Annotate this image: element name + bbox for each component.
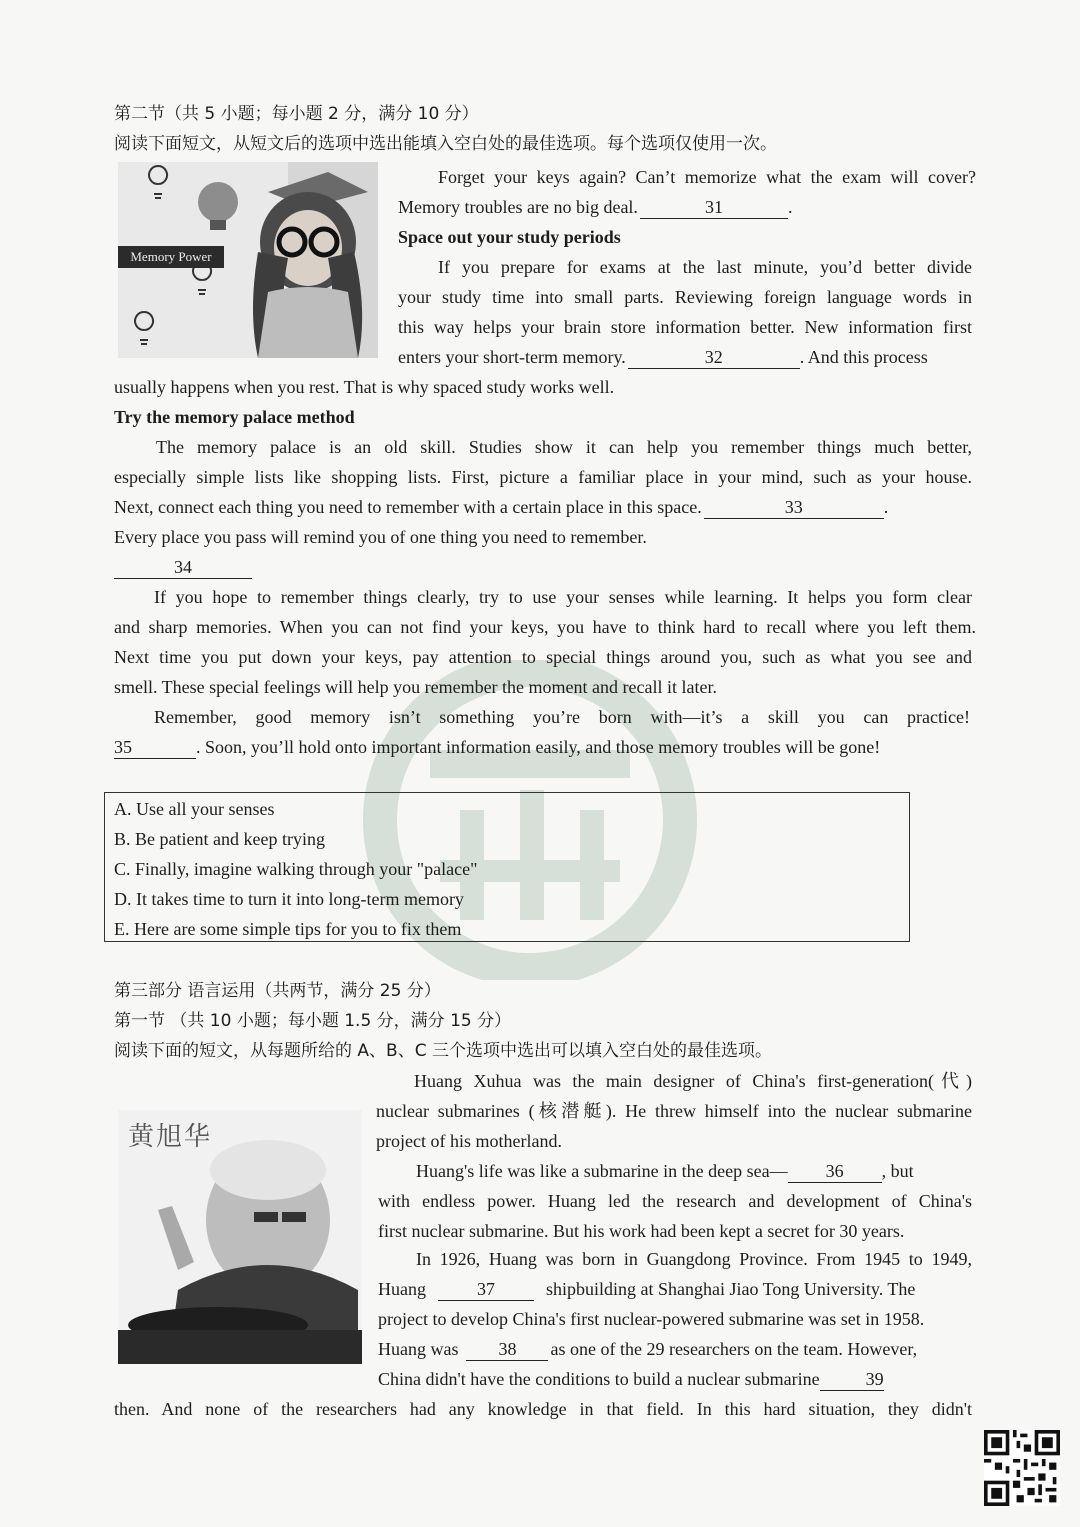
p3-line4: Every place you pass will remind you of one thing you need to remember.: [114, 527, 647, 547]
q1-line3: project of his motherland.: [376, 1131, 562, 1151]
option-a: A. Use all your senses: [114, 799, 275, 819]
p3-line1: The memory palace is an old skill. Studies show it can help you remember things much better,: [156, 437, 972, 457]
qr-code-icon: [984, 1430, 1060, 1506]
option-d: D. It takes time to turn it into long-term memory: [114, 889, 464, 909]
blank-34[interactable]: 34: [114, 556, 252, 579]
p4-line3: Next time you put down your keys, pay attention to special things around you, such as what you see and: [114, 647, 972, 667]
p5-line2: 35 . Soon, you’ll hold onto important information easily, and those memory troubles will be gone!: [114, 737, 881, 757]
memory-girl-image: [118, 162, 378, 358]
option-e: E. Here are some simple tips for you to fix them: [114, 919, 462, 939]
subheading-space-out: Space out your study periods: [398, 227, 621, 247]
blank-31[interactable]: 31: [640, 196, 788, 219]
p2-line3: this way helps your brain store information better. New information first: [398, 317, 972, 337]
blank-36[interactable]: 36: [788, 1160, 882, 1183]
section2-instruction: 阅读下面短文，从短文后的选项中选出能填入空白处的最佳选项。每个选项仅使用一次。: [114, 134, 777, 154]
q3-line6: then. And none of the researchers had any knowledge in that field. In this hard situation, they didn't: [114, 1399, 972, 1419]
p3-line3: Next, connect each thing you need to remember with a certain place in this space. 33 .: [114, 497, 889, 517]
p4-line1: If you hope to remember things clearly, try to use your senses while learning. It helps you form clear: [154, 587, 972, 607]
q3-line3: project to develop China's first nuclear-powered submarine was set in 1958.: [378, 1309, 925, 1329]
huang-xuhua-portrait: [118, 1110, 362, 1364]
q3-line2: Huang 37 shipbuilding at Shanghai Jiao Tong University. The: [378, 1279, 916, 1299]
section2-heading: 第二节（共 5 小题；每小题 2 分，满分 10 分）: [114, 104, 479, 124]
q1-line2: nuclear submarines (核潜艇). He threw himself into the nuclear submarine: [376, 1101, 972, 1121]
p5-line1: Remember, good memory isn’t something you’re born with—it’s a skill you can practice!: [154, 707, 970, 727]
q2-line1: Huang's life was like a submarine in the deep sea— 36 , but: [416, 1161, 914, 1181]
memory-power-label: Memory Power: [130, 249, 212, 264]
p2-line1: If you prepare for exams at the last minute, you’d better divide: [438, 257, 972, 277]
blank-38[interactable]: 38: [466, 1338, 548, 1361]
blank-32[interactable]: 32: [628, 346, 800, 369]
p1-line1: Forget your keys again? Can’t memorize what the exam will cover?: [438, 167, 976, 187]
p2-line2: your study time into small parts. Reviewing foreign language words in: [398, 287, 972, 307]
option-b: B. Be patient and keep trying: [114, 829, 325, 849]
q3-line1: In 1926, Huang was born in Guangdong Province. From 1945 to 1949,: [416, 1249, 972, 1269]
q3-line4: Huang was 38 as one of the 29 researchers on the team. However,: [378, 1339, 918, 1359]
part3-heading: 第三部分 语言运用（共两节，满分 25 分）: [114, 981, 441, 1001]
q3-line5: China didn't have the conditions to build a nuclear submarine 39: [378, 1369, 884, 1389]
q2-line2: with endless power. Huang led the research and development of China's: [378, 1191, 972, 1211]
part3-subheading: 第一节 （共 10 小题；每小题 1.5 分，满分 15 分）: [114, 1011, 512, 1031]
p4-line2: and sharp memories. When you can not find your keys, you have to think hard to recall where you left them.: [114, 617, 976, 637]
subheading-memory-palace: Try the memory palace method: [114, 407, 355, 427]
q2-line3: first nuclear submarine. But his work had been kept a secret for 30 years.: [378, 1221, 905, 1241]
p4-line4: smell. These special feelings will help you remember the moment and recall it later.: [114, 677, 717, 697]
p3-line2: especially simple lists like shopping lists. First, picture a familiar place in your mind, such as your house.: [114, 467, 972, 487]
p2-line4: enters your short-term memory. 32 . And this process: [398, 347, 928, 367]
blank-37[interactable]: 37: [438, 1278, 534, 1301]
p3-line5: [114, 552, 252, 582]
huang-xuhua-signature: 黄旭华: [128, 1122, 213, 1152]
option-c: C. Finally, imagine walking through your "palace": [114, 859, 478, 879]
q1-line1: Huang Xuhua was the main designer of China's first-generation(代): [414, 1071, 972, 1091]
part3-instruction: 阅读下面的短文，从每题所给的 A、B、C 三个选项中选出可以填入空白处的最佳选项。: [114, 1041, 772, 1061]
blank-35[interactable]: 35: [114, 736, 196, 759]
p1-line2: Memory troubles are no big deal. 31 .: [398, 197, 793, 217]
blank-39[interactable]: 39: [820, 1368, 884, 1391]
p2-line5: usually happens when you rest. That is why spaced study works well.: [114, 377, 615, 397]
blank-33[interactable]: 33: [704, 496, 884, 519]
